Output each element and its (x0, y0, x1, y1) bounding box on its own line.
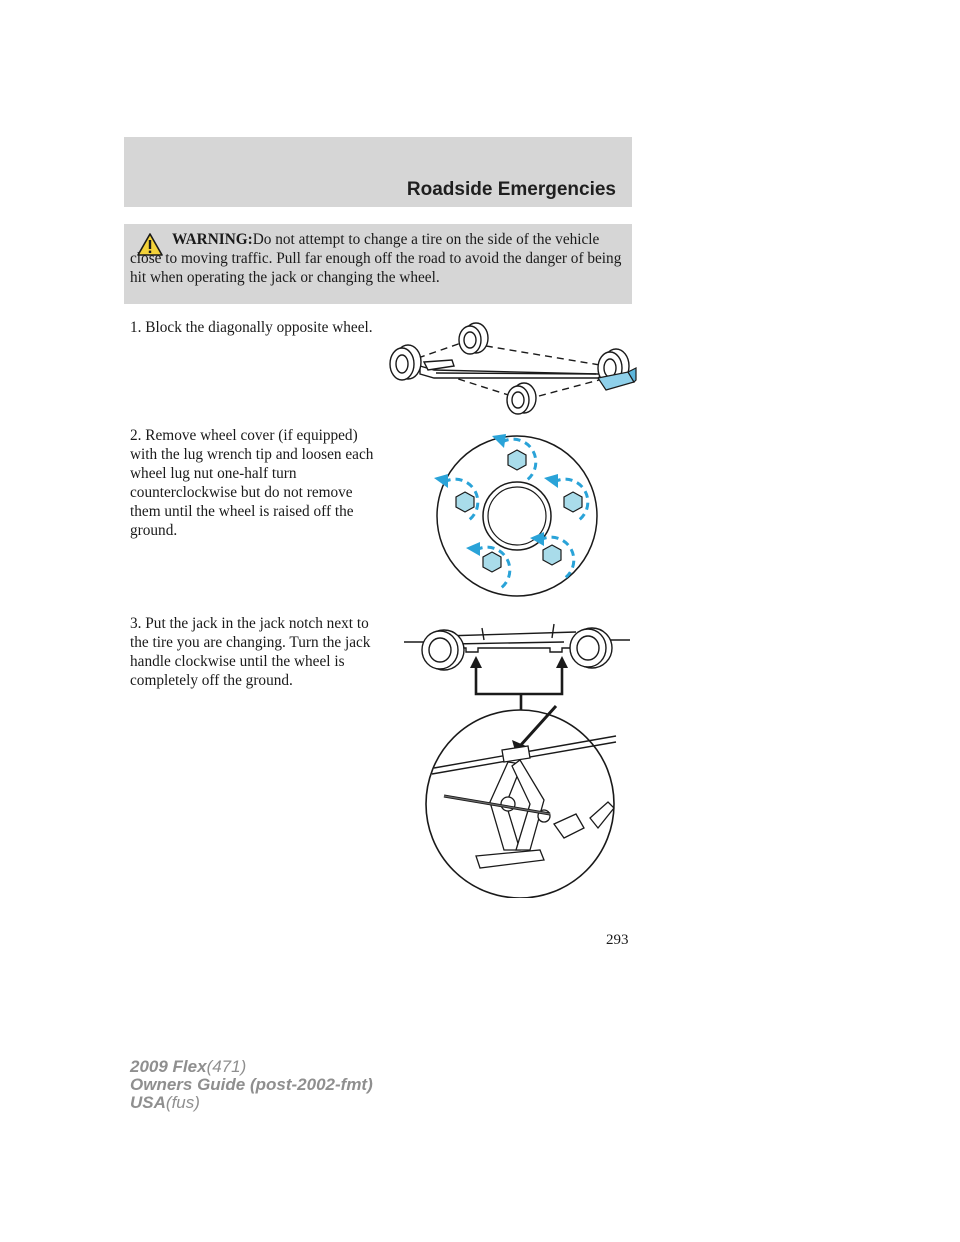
step-1-text: 1. Block the diagonally opposite wheel. (130, 319, 373, 336)
page-number: 293 (606, 932, 629, 948)
jack-detail-circle (426, 710, 614, 898)
step-3-text: 3. Put the jack in the jack notch next to the tire you are changing. Turn the jack handle clockwise until the wheel is completely off the ground. (130, 615, 371, 689)
document-footer (130, 1058, 373, 1112)
wheel-block-illustration (384, 316, 644, 420)
front-wheel (422, 630, 464, 670)
section-header (124, 137, 632, 207)
lug-nut-left (456, 492, 474, 512)
lug-nut-top (508, 450, 526, 470)
footer-model-code: (471) (206, 1057, 247, 1076)
step-2-text: 2. Remove wheel cover (if equipped) with the lug wrench tip and loosen each wheel lug nut one-half turn counterclockwise but do not remove them until the wheel is raised off the ground. (130, 427, 374, 539)
lug-nut-loosening-illustration (432, 430, 602, 602)
jack-notch-arrows (476, 666, 562, 716)
warning-text (130, 230, 622, 287)
footer-market: USA (130, 1093, 166, 1112)
jack-placement-illustration (404, 618, 630, 898)
footer-model: 2009 Flex (130, 1057, 207, 1076)
lug-nut-right (564, 492, 582, 512)
section-title: Roadside Emergencies (406, 179, 616, 200)
footer-guide: Owners Guide (post-2002-fmt) (130, 1075, 373, 1094)
lug-nut-bottom-right (543, 545, 561, 565)
lug-nut-bottom-left (483, 552, 501, 572)
wheel-front-left (390, 345, 421, 380)
warning-box (124, 224, 632, 304)
rear-wheel (570, 628, 612, 668)
footer-market-code: (fus) (165, 1093, 200, 1112)
warning-label: WARNING: (172, 231, 253, 248)
warning-body: Do not attempt to change a tire on the side of the vehicle close to moving traffic. Pull far enough off the road to avoid the danger of being hit when operating the jack or changing the wheel. (130, 231, 622, 286)
wheel-rear-left (459, 323, 488, 354)
wheel-front-right (507, 383, 536, 414)
